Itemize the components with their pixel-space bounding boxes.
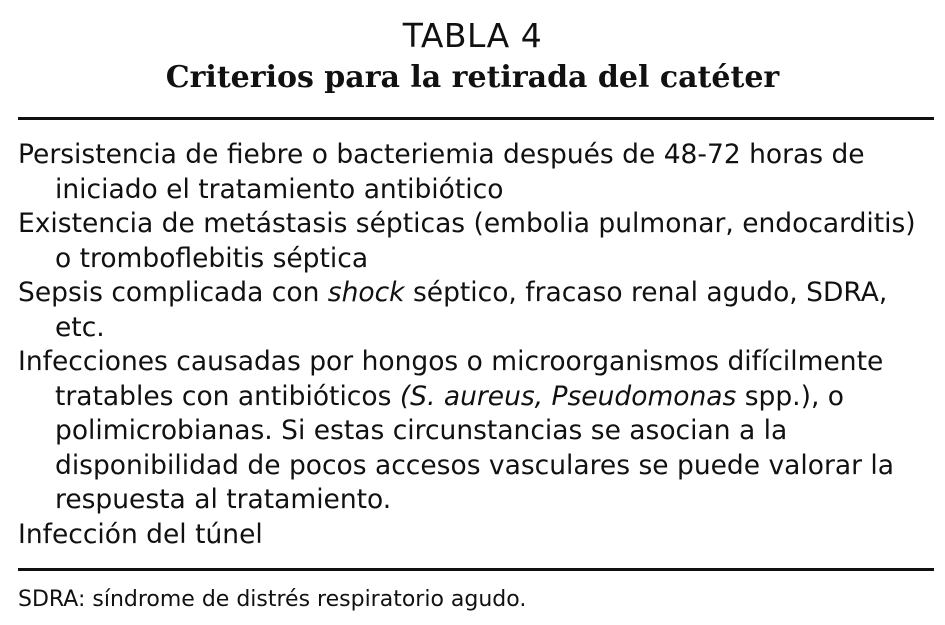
criterion-item: [18, 276, 934, 345]
criterion-item: [18, 518, 934, 553]
criterion-item: [18, 345, 934, 518]
criterion-text: Infecciones causadas por hongos o microorganismos difícilmente tratables con antibióticos: [18, 346, 884, 412]
criterion-text: Persistencia de fiebre o bacteriemia después de 48-72 horas de iniciado el tratamiento antibiótico: [18, 139, 865, 205]
top-rule: [18, 117, 934, 120]
table-footnote: SDRA: síndrome de distrés respiratorio agudo.: [18, 587, 527, 612]
table-title: Criterios para la retirada del catéter: [165, 60, 780, 95]
table-label: TABLA 4: [402, 16, 543, 55]
criterion-item: [18, 207, 934, 276]
criteria-list: [18, 138, 934, 552]
criterion-italic-text: (S. aureus, Pseudomonas: [399, 380, 737, 412]
criterion-text: séptico, fracaso renal agudo, SDRA, etc.: [55, 277, 888, 343]
criterion-text: spp.), o polimicrobianas. Si estas circunstancias se asocian a la disponibilidad de pocos accesos vasculares se puede valorar la respuesta al tratamiento.: [55, 380, 895, 515]
criterion-item: [18, 138, 934, 207]
criterion-text: Existencia de metástasis sépticas (embolia pulmonar, endocarditis) o tromboflebitis séptica: [18, 208, 916, 274]
bottom-rule: [18, 568, 934, 571]
criterion-text: Infección del túnel: [18, 518, 263, 550]
criterion-italic-text: shock: [327, 277, 405, 308]
criterion-text: Sepsis complicada con: [18, 277, 328, 308]
